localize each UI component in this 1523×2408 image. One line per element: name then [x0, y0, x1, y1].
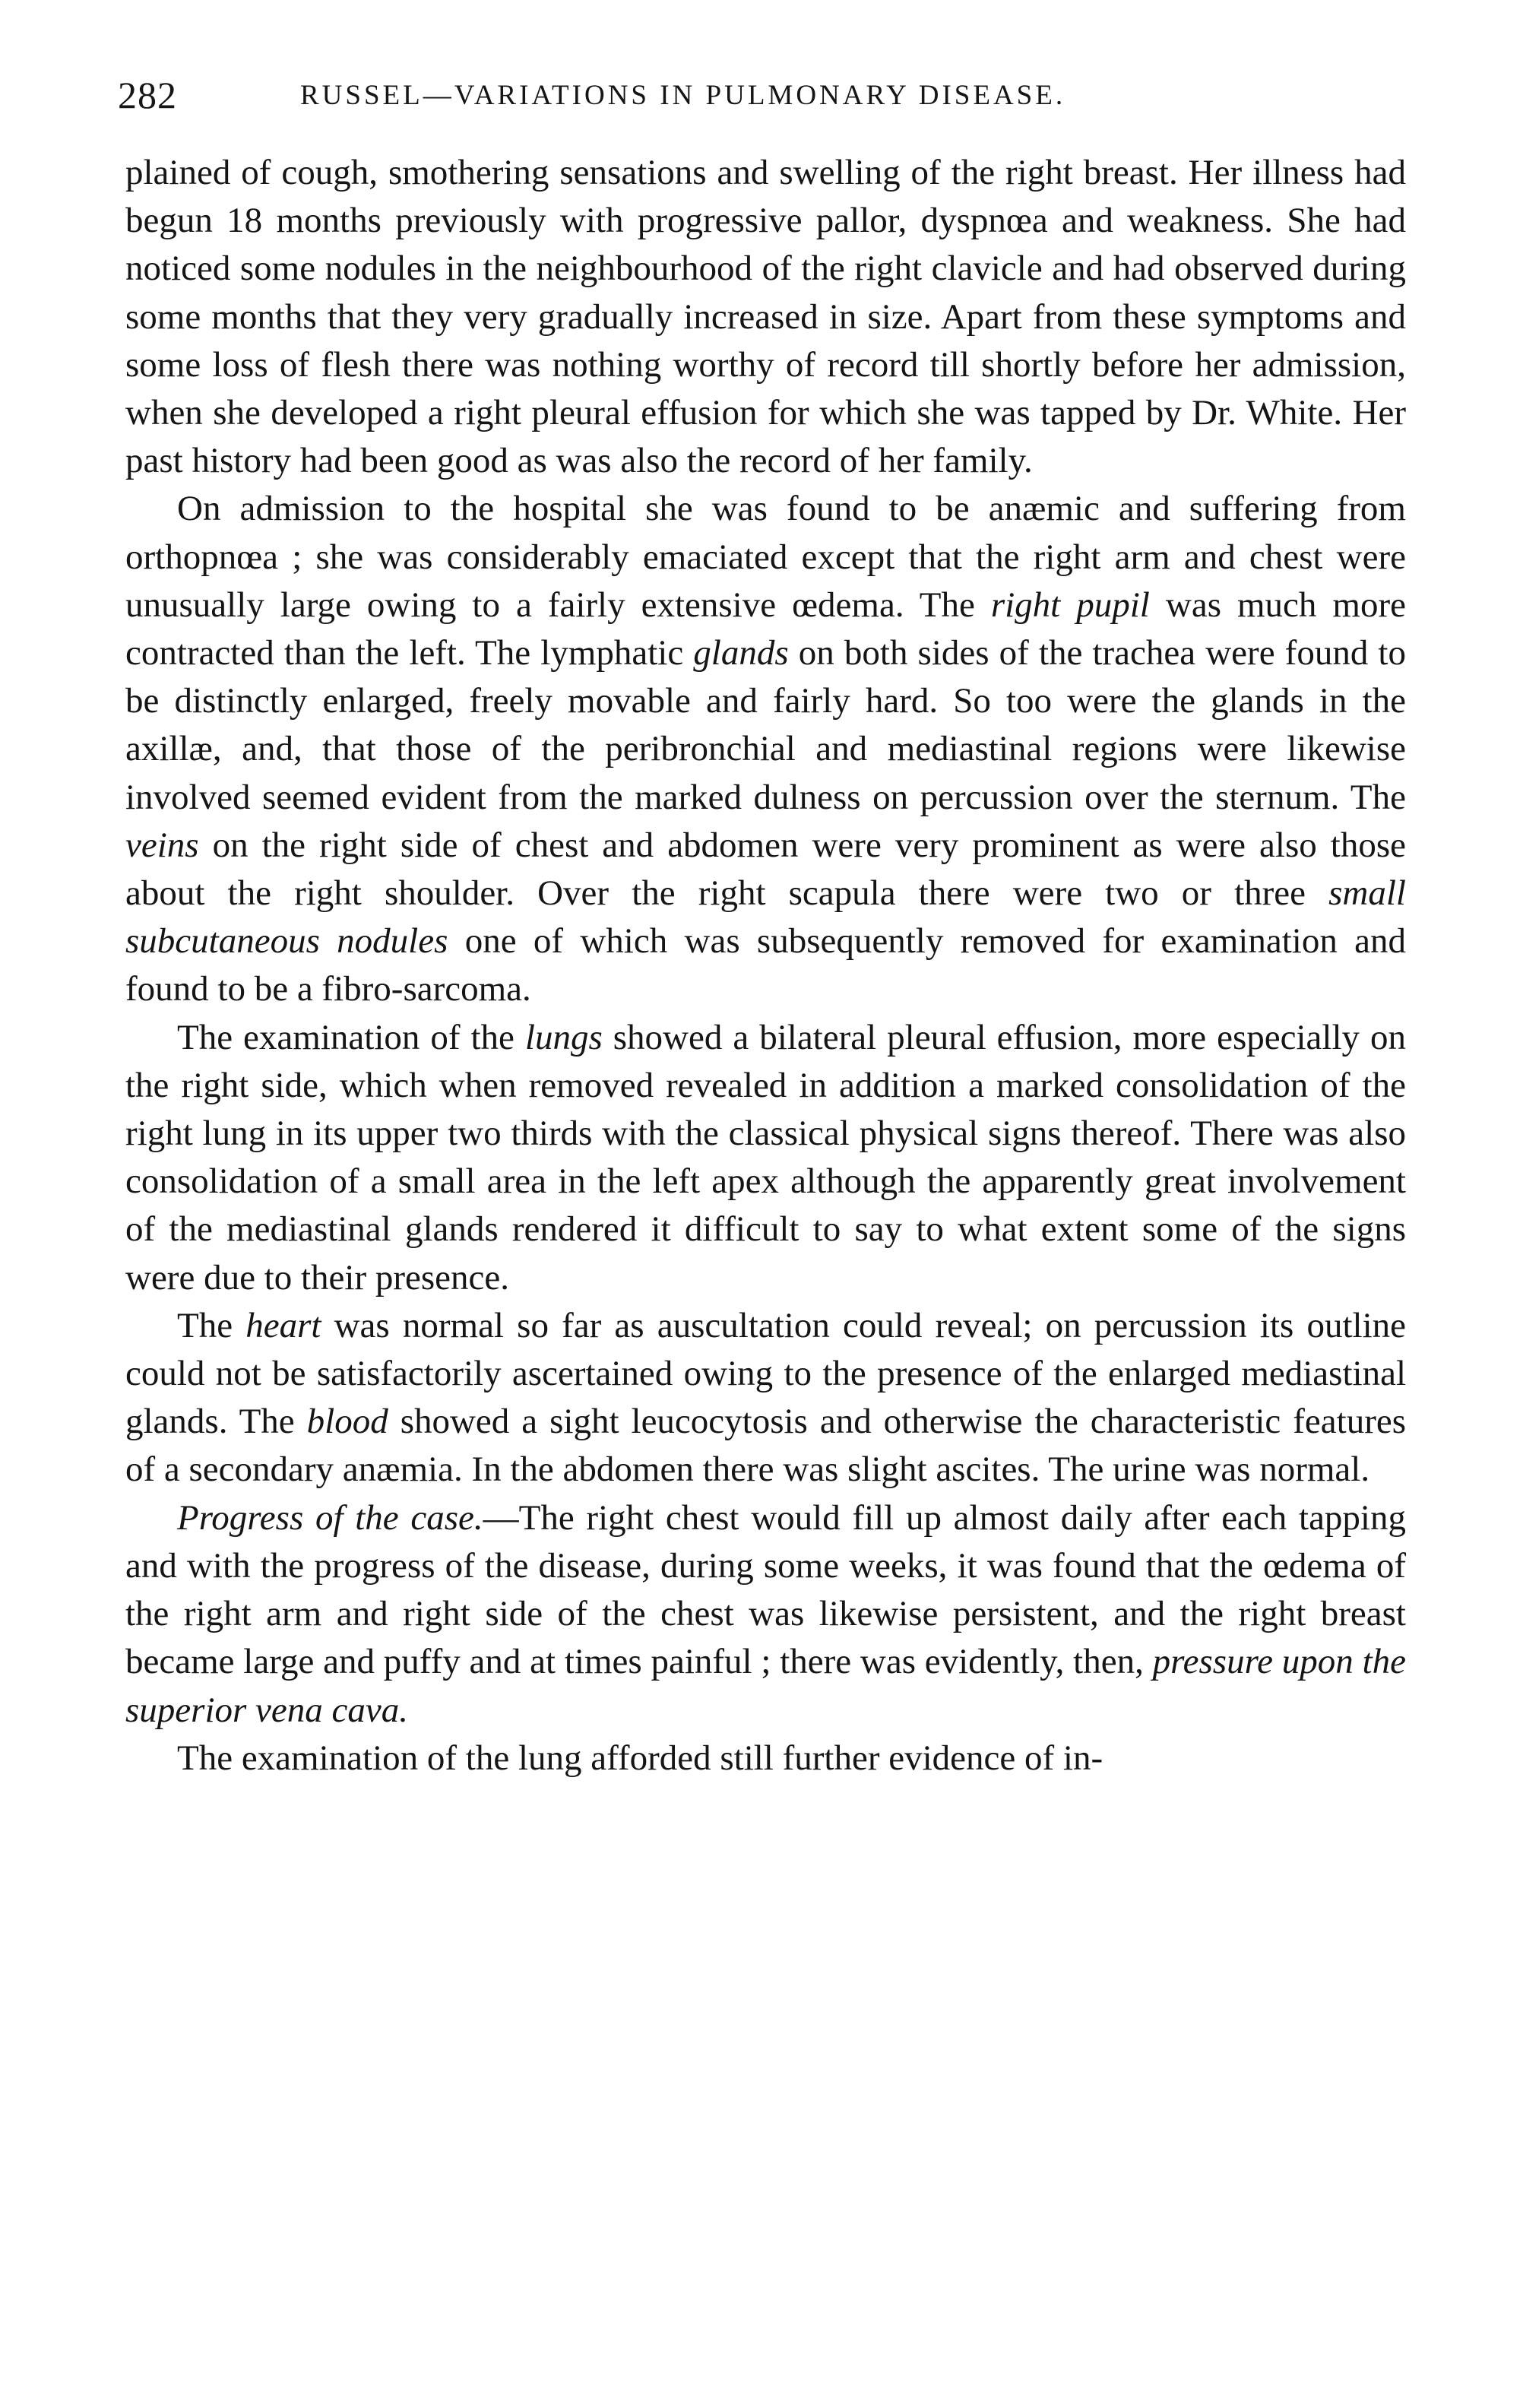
body-text: [125, 149, 1406, 1782]
italic-term: Progress of the case.: [177, 1497, 483, 1538]
text-run: The examination of the: [177, 1017, 525, 1057]
text-run: On admission to the hospital she was found to be anæmic and suffering from orthopnœa ; she was considerably emaciated except that the right arm and chest were unusually large owing to a fairly extensive œdema. The: [125, 489, 1406, 625]
text-run: was normal so far as auscultation could reveal; on percussion its outline could not be satisfactorily ascertained owing to the presence of the enlarged mediastinal glands. The: [125, 1305, 1406, 1442]
italic-term: blood: [306, 1402, 388, 1442]
paragraph-5: [125, 1494, 1406, 1735]
italic-term: lungs: [524, 1017, 603, 1057]
paragraph-4: [125, 1302, 1406, 1494]
text-run: plained of cough, smothering sensations and swelling of the right breast. Her illness had begun 18 months previously with progressive pallor, dyspnœa and weakness. She had noticed some nodules in the neighbourhood of the right clavicle and had observed during some months that they very gradually increased in size. Apart from these symptoms and some loss of flesh there was nothing worthy of record till shortly before her admission, when she developed a right pleural effusion for which she was tapped by Dr. White. Her past history had been good as was also the record of her family.: [125, 153, 1406, 481]
text-run: showed a sight leucocytosis and otherwise the characteristic features of a secondary anæmia. In the abdomen there was slight ascites. The urine was normal.: [125, 1402, 1406, 1490]
italic-term: glands: [693, 633, 789, 673]
text-run: on the right side of chest and abdomen were very prominent as were also those about the right shoulder. Over the right scapula there were two or three: [125, 825, 1406, 914]
italic-term: right pupil: [990, 585, 1150, 625]
text-run: showed a bilateral pleural effusion, more especially on the right side, which when removed revealed in addition a marked consolidation of the right lung in its upper two thirds with the classical physical signs thereof. There was also consolidation of a small area in the left apex although the apparently great involvement of the mediastinal glands rendered it difficult to say to what extent some of the signs were due to their presence.: [125, 1017, 1406, 1297]
page-header: [118, 73, 1410, 126]
italic-term: heart: [245, 1305, 321, 1345]
running-head: RUSSEL—VARIATIONS IN PULMONARY DISEASE.: [300, 80, 1066, 111]
paragraph-3: [125, 1014, 1406, 1302]
italic-term: pressure upon the superior vena cava.: [125, 1642, 1406, 1730]
text-run: —The right chest would fill up almost daily after each tapping and with the progress of the disease, during some weeks, it was found that the œdema of the right arm and right side of the chest was likewise persistent, and the right breast became large and puffy and at times painful ; there was evidently, then,: [125, 1497, 1406, 1682]
text-run: on both sides of the trachea were found to be distinctly enlarged, freely movable and fairly hard. So too were the glands in the axillæ, and, that those of the peribronchial and mediastinal regions were likewise involved seemed evident from the marked dulness on percussion over the sternum. The: [125, 633, 1406, 817]
text-run: The: [177, 1305, 246, 1345]
page-number: 282: [118, 74, 177, 116]
paragraph-2: [125, 485, 1406, 1013]
italic-term: small subcutaneous nodules: [125, 873, 1406, 962]
paragraph-6: [125, 1735, 1406, 1782]
text-run: The examination of the lung afforded still further evidence of in-: [177, 1738, 1103, 1778]
italic-term: veins: [125, 825, 199, 865]
paragraph-1: [125, 149, 1406, 485]
text-run: was much more contracted than the left. The lymphatic: [125, 585, 1406, 673]
text-run: one of which was subsequently removed for examination and found to be a fibro-sarcoma.: [125, 921, 1406, 1009]
